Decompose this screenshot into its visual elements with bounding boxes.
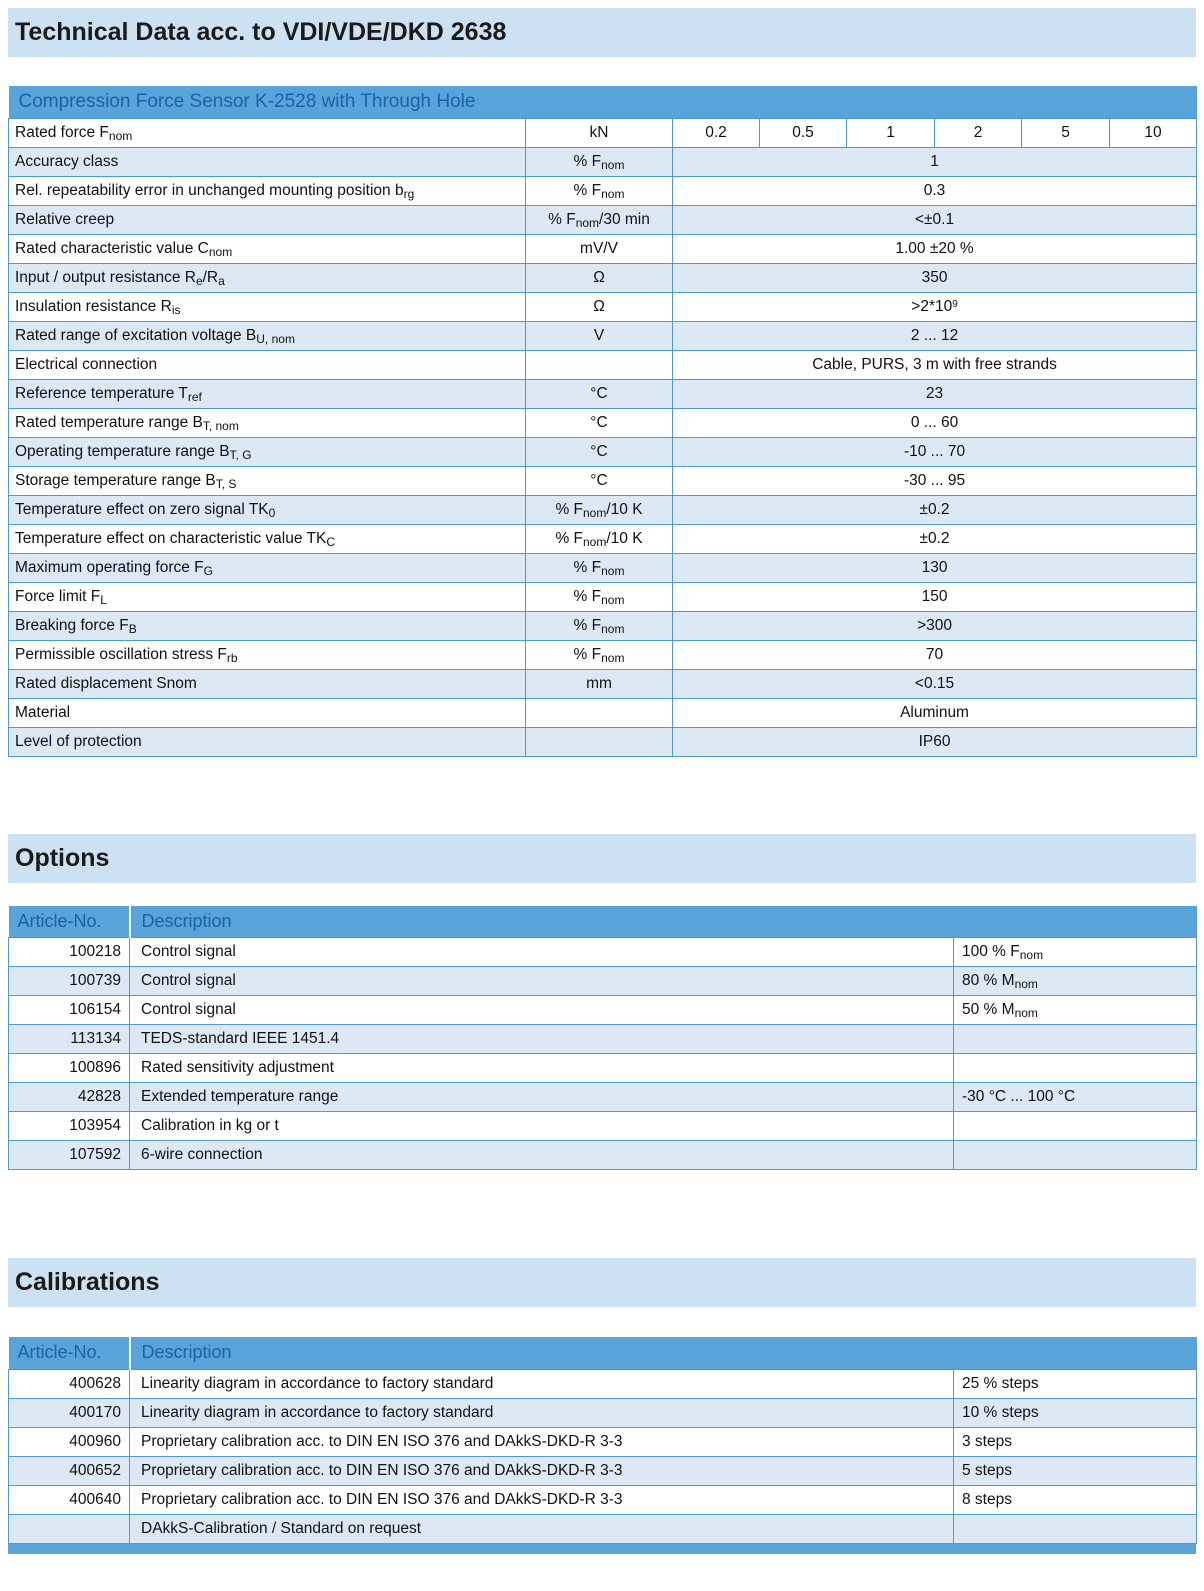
options-row: [9, 1054, 1197, 1083]
article-no-cell: 106154: [9, 996, 130, 1025]
spec-row: [9, 640, 1197, 669]
spec-value-cell: Aluminum: [673, 698, 1197, 727]
rated-force-value-cell: 0.2: [673, 118, 760, 147]
spec-row: [9, 727, 1197, 756]
options-row: [9, 1025, 1197, 1054]
spec-row: [9, 582, 1197, 611]
options-row: [9, 1112, 1197, 1141]
spec-value-cell: IP60: [673, 727, 1197, 756]
spec-value-cell: <0.15: [673, 669, 1197, 698]
spec-value-cell: 70: [673, 640, 1197, 669]
extra-value-cell: 3 steps: [954, 1427, 1197, 1456]
spec-label-cell: Permissible oscillation stress $F_{rb}$: [9, 640, 526, 669]
spec-row: [9, 263, 1197, 292]
article-no-cell: 400652: [9, 1456, 130, 1485]
description-cell: Linearity diagram in accordance to factory standard: [130, 1398, 954, 1427]
options-row: [9, 1083, 1197, 1112]
spec-value-cell: 130: [673, 553, 1197, 582]
spec-unit-cell: Ω: [526, 292, 673, 321]
spec-row: [9, 495, 1197, 524]
rated-force-value-cell: 10: [1110, 118, 1197, 147]
article-no-cell: 400170: [9, 1398, 130, 1427]
spec-unit-cell: % $F_{nom}/10$ K: [526, 524, 673, 553]
spec-label-cell: Relative creep: [9, 205, 526, 234]
spec-unit-cell: % $F_{nom}$: [526, 176, 673, 205]
spec-value-cell: 350: [673, 263, 1197, 292]
spec-row: [9, 466, 1197, 495]
spec-value-cell: 1: [673, 147, 1197, 176]
calibrations-row: [9, 1514, 1197, 1543]
page-title: Technical Data acc. to VDI/VDE/DKD 2638: [8, 8, 1196, 57]
options-row: [9, 996, 1197, 1025]
spec-unit-cell: °C: [526, 379, 673, 408]
spec-value-cell: $>2*10^9$: [673, 292, 1197, 321]
extra-value-cell: 100 % $F_{nom}$: [954, 938, 1197, 967]
spec-label-cell: Maximum operating force $F_G$: [9, 553, 526, 582]
spec-unit-cell: % $F_{nom}$: [526, 582, 673, 611]
spec-unit-cell: % $F_{nom}$: [526, 640, 673, 669]
spec-unit-cell: % $F_{nom}/30$ min: [526, 205, 673, 234]
spec-row: [9, 205, 1197, 234]
spec-label-cell: Accuracy class: [9, 147, 526, 176]
spec-value-cell: Cable, PURS, 3 m with free strands: [673, 350, 1197, 379]
spec-row: [9, 321, 1197, 350]
spec-unit-cell: kN: [526, 118, 673, 147]
description-cell: Control signal: [130, 967, 954, 996]
rated-force-value-cell: 1: [847, 118, 935, 147]
article-no-cell: 113134: [9, 1025, 130, 1054]
spec-value-cell: ±0.2: [673, 524, 1197, 553]
calibrations-col-description: Description: [130, 1337, 954, 1369]
rated-force-value-cell: 0.5: [760, 118, 847, 147]
extra-value-cell: [954, 1112, 1197, 1141]
rated-force-value-cell: 2: [935, 118, 1022, 147]
spec-label-cell: Temperature effect on characteristic value $TK_C$: [9, 524, 526, 553]
options-row: [9, 1141, 1197, 1170]
article-no-cell: 100739: [9, 967, 130, 996]
spec-value-cell: 150: [673, 582, 1197, 611]
description-cell: Rated sensitivity adjustment: [130, 1054, 954, 1083]
spec-value-cell: 0 ... 60: [673, 408, 1197, 437]
spec-unit-cell: V: [526, 321, 673, 350]
spec-row: [9, 147, 1197, 176]
article-no-cell: 100218: [9, 938, 130, 967]
spec-unit-cell: [526, 350, 673, 379]
description-cell: Extended temperature range: [130, 1083, 954, 1112]
options-col-value: [954, 906, 1197, 938]
description-cell: Proprietary calibration acc. to DIN EN ISO 376 and DAkkS-DKD-R 3-3: [130, 1485, 954, 1514]
spec-unit-cell: mV/V: [526, 234, 673, 263]
spec-value-cell: ±0.2: [673, 495, 1197, 524]
spec-row: [9, 611, 1197, 640]
spec-row: [9, 408, 1197, 437]
description-cell: Linearity diagram in accordance to factory standard: [130, 1369, 954, 1398]
description-cell: DAkkS-Calibration / Standard on request: [130, 1514, 954, 1543]
spec-row: [9, 176, 1197, 205]
article-no-cell: 100896: [9, 1054, 130, 1083]
spec-unit-cell: % $F_{nom}$: [526, 553, 673, 582]
spec-unit-cell: [526, 698, 673, 727]
spec-unit-cell: °C: [526, 408, 673, 437]
spec-label-cell: Rated temperature range $B_{T, nom}$: [9, 408, 526, 437]
article-no-cell: 107592: [9, 1141, 130, 1170]
rated-force-value-cell: 5: [1022, 118, 1110, 147]
spec-unit-cell: % $F_{nom}/10$ K: [526, 495, 673, 524]
calibrations-table: [8, 1337, 1197, 1544]
spec-label-cell: Storage temperature range $B_{T, S}$: [9, 466, 526, 495]
spec-value-cell: <±0.1: [673, 205, 1197, 234]
options-heading: Options: [8, 834, 1196, 883]
spec-unit-cell: mm: [526, 669, 673, 698]
calibrations-heading: Calibrations: [8, 1258, 1196, 1307]
table-bottom-bar: [8, 1544, 1196, 1554]
spec-unit-cell: [526, 727, 673, 756]
article-no-cell: 42828: [9, 1083, 130, 1112]
spec-unit-cell: °C: [526, 437, 673, 466]
spec-table: [8, 86, 1197, 757]
spec-label-cell: Force limit $F_L$: [9, 582, 526, 611]
description-cell: Calibration in kg or t: [130, 1112, 954, 1141]
spec-value-cell: >300: [673, 611, 1197, 640]
spec-row: [9, 379, 1197, 408]
spec-label-cell: Insulation resistance $R_{is}$: [9, 292, 526, 321]
calibrations-row: [9, 1456, 1197, 1485]
spec-row: [9, 698, 1197, 727]
description-cell: TEDS-standard IEEE 1451.4: [130, 1025, 954, 1054]
description-cell: Proprietary calibration acc. to DIN EN ISO 376 and DAkkS-DKD-R 3-3: [130, 1456, 954, 1485]
article-no-cell: [9, 1514, 130, 1543]
spec-label-cell: Temperature effect on zero signal $TK_0$: [9, 495, 526, 524]
spec-value-cell: 1.00 ±20 %: [673, 234, 1197, 263]
extra-value-cell: 8 steps: [954, 1485, 1197, 1514]
description-cell: Proprietary calibration acc. to DIN EN ISO 376 and DAkkS-DKD-R 3-3: [130, 1427, 954, 1456]
options-table: [8, 906, 1197, 1171]
extra-value-cell: [954, 1054, 1197, 1083]
spec-unit-cell: % $F_{nom}$: [526, 611, 673, 640]
calibrations-row: [9, 1427, 1197, 1456]
spec-value-cell: -30 ... 95: [673, 466, 1197, 495]
spec-row: [9, 553, 1197, 582]
spec-label-cell: Rated range of excitation voltage $B_{U, nom}$: [9, 321, 526, 350]
calibrations-col-value: [954, 1337, 1197, 1369]
extra-value-cell: 5 steps: [954, 1456, 1197, 1485]
extra-value-cell: 80 % $M_{nom}$: [954, 967, 1197, 996]
options-row: [9, 967, 1197, 996]
article-no-cell: 400628: [9, 1369, 130, 1398]
spec-value-cell: 0.3: [673, 176, 1197, 205]
calibrations-row: [9, 1398, 1197, 1427]
calibrations-row: [9, 1369, 1197, 1398]
spec-label-cell: Rel. repeatability error in unchanged mounting position $b_{rg}$: [9, 176, 526, 205]
spec-label-cell: Breaking force $F_B$: [9, 611, 526, 640]
options-col-article-no: Article-No.: [9, 906, 130, 938]
options-row: [9, 938, 1197, 967]
spec-row: [9, 437, 1197, 466]
spec-row: [9, 234, 1197, 263]
spec-row: [9, 524, 1197, 553]
spec-row: [9, 292, 1197, 321]
article-no-cell: 400640: [9, 1485, 130, 1514]
spec-table-title: Compression Force Sensor K-2528 with Through Hole: [9, 86, 1197, 118]
article-no-cell: 400960: [9, 1427, 130, 1456]
spec-label-cell: Rated displacement Snom: [9, 669, 526, 698]
spec-unit-cell: % $F_{nom}$: [526, 147, 673, 176]
spec-row: [9, 669, 1197, 698]
spec-label-cell: Input / output resistance $R_e/R_a$: [9, 263, 526, 292]
extra-value-cell: [954, 1025, 1197, 1054]
calibrations-col-article-no: Article-No.: [9, 1337, 130, 1369]
extra-value-cell: 25 % steps: [954, 1369, 1197, 1398]
description-cell: Control signal: [130, 996, 954, 1025]
extra-value-cell: [954, 1141, 1197, 1170]
spec-label-cell: Rated force $F_{nom}$: [9, 118, 526, 147]
spec-value-cell: -10 ... 70: [673, 437, 1197, 466]
spec-row: [9, 118, 1197, 147]
extra-value-cell: -30 °C ... 100 °C: [954, 1083, 1197, 1112]
options-col-description: Description: [130, 906, 954, 938]
spec-label-cell: Operating temperature range $B_{T, G}$: [9, 437, 526, 466]
extra-value-cell: [954, 1514, 1197, 1543]
spec-unit-cell: Ω: [526, 263, 673, 292]
spec-value-cell: 23: [673, 379, 1197, 408]
spec-value-cell: 2 ... 12: [673, 321, 1197, 350]
spec-row: [9, 350, 1197, 379]
extra-value-cell: 10 % steps: [954, 1398, 1197, 1427]
spec-label-cell: Electrical connection: [9, 350, 526, 379]
description-cell: 6-wire connection: [130, 1141, 954, 1170]
article-no-cell: 103954: [9, 1112, 130, 1141]
spec-label-cell: Rated characteristic value $C_{nom}$: [9, 234, 526, 263]
spec-label-cell: Level of protection: [9, 727, 526, 756]
description-cell: Control signal: [130, 938, 954, 967]
spec-label-cell: Material: [9, 698, 526, 727]
spec-unit-cell: °C: [526, 466, 673, 495]
calibrations-row: [9, 1485, 1197, 1514]
spec-label-cell: Reference temperature $T_{ref}$: [9, 379, 526, 408]
extra-value-cell: 50 % $M_{nom}$: [954, 996, 1197, 1025]
